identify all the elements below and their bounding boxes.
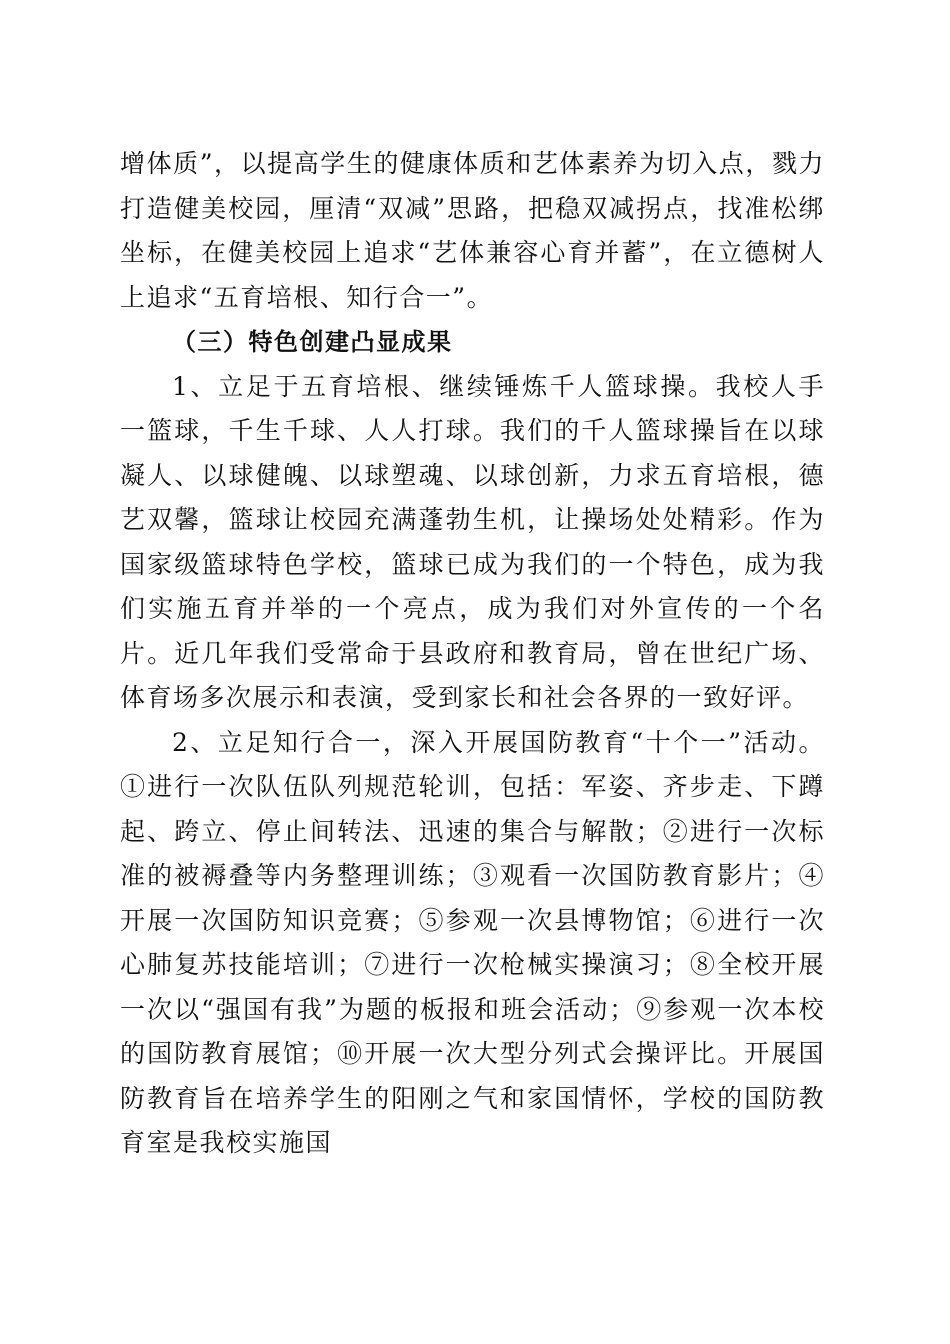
section-heading: （三）特色创建凸显成果 <box>172 328 453 356</box>
basketball-paragraph: 1、立足于五育培根、继续锤炼千人篮球操。我校人手一篮球，千生千球、人人打球。我们的千人篮球操旨在以球凝人、以球健魄、以球塑魂、以球创新，力求五育培根，德艺双馨，篮球让校园充满蓬勃生机，让操场处处精彩。作为国家级篮球特色学校，篮球已成为我们的一个特色，成为我们实施五育并举的一个亮点，成为我们对外宣传的一个名片。近几年我们受常命于县政府和教育局，曾在世纪广场、体育场多次展示和表演，受到家长和社会各界的一致好评。 <box>120 371 825 712</box>
national-defense-paragraph: 2、立足知行合一，深入开展国防教育“十个一”活动。①进行一次队伍队列规范轮训，包括：军姿、齐步走、下蹲起、跨立、停止间转法、迅速的集合与解散；②进行一次标准的被褥叠等内务整理训练；③观看一次国防教育影片；④开展一次国防知识竞赛；⑤参观一次县博物馆；⑥进行一次心肺复苏技能培训；⑦进行一次枪械实操演习；⑧全校开展一次以“强国有我”为题的板报和班会活动；⑨参观一次本校的国防教育展馆；⑩开展一次大型分列式会操评比。开展国防教育旨在培养学生的阳刚之气和家国情怀，学校的国防教育室是我校实施国 <box>120 727 825 1157</box>
document-body <box>120 142 825 1166</box>
continuation-paragraph: 增体质”，以提高学生的健康体质和艺体素养为切入点，戮力打造健美校园，厘清“双减”思路，把稳双减拐点，找准松绑坐标，在健美校园上追求“艺体兼容心育并蓄”，在立德树人上追求“五育培根、知行合一”。 <box>120 149 825 312</box>
